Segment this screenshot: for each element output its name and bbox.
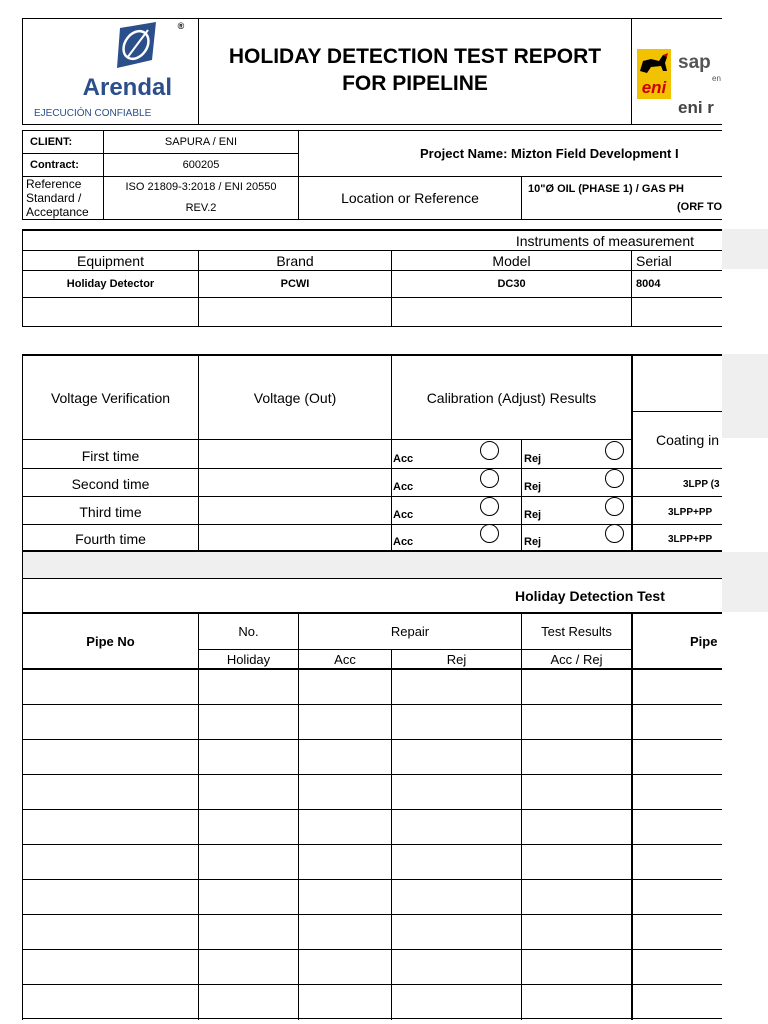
voltage-out-header: Voltage (Out) <box>253 389 337 406</box>
table-row <box>22 809 722 810</box>
repair-acc-header: Acc <box>334 651 356 667</box>
location-value-line1: 10"Ø OIL (PHASE 1) / GAS PH <box>528 183 684 195</box>
reference-label-line1: Reference <box>26 177 82 191</box>
table-row <box>22 949 722 950</box>
reference-label-line2: Standard / <box>26 191 82 205</box>
rej-radio-second[interactable] <box>605 469 624 488</box>
project-name: Project Name: Mizton Field Development I <box>420 146 679 161</box>
sapura-wordmark: sap <box>678 52 711 73</box>
coating-value-third: 3LPP+PP <box>668 506 713 518</box>
coating-value-fourth: 3LPP+PP <box>668 533 713 545</box>
table-row <box>22 879 722 880</box>
dog-icon <box>637 51 671 77</box>
equipment-value: Holiday Detector <box>66 278 155 290</box>
eni-r-wordmark: eni r <box>678 98 714 117</box>
brand-value: PCWI <box>280 278 310 290</box>
table-row <box>22 914 722 915</box>
third-time-label: Third time <box>79 504 142 520</box>
acc-label: Acc <box>393 452 414 465</box>
rej-label: Rej <box>524 480 542 493</box>
table-row <box>22 984 722 985</box>
serial-header: Serial <box>636 252 672 269</box>
reference-label <box>23 177 103 219</box>
contract-value: 600205 <box>182 159 220 171</box>
acc-radio-second[interactable] <box>480 469 499 488</box>
test-results-header: Test Results <box>541 624 612 639</box>
rej-radio-first[interactable] <box>605 441 624 460</box>
voltage-verification-header: Voltage Verification <box>50 389 171 406</box>
repair-header: Repair <box>390 624 430 639</box>
rej-label: Rej <box>524 508 542 521</box>
table-row <box>22 704 722 705</box>
partner-logos <box>632 19 722 123</box>
coating-value-second: 3LPP (3 <box>683 478 720 490</box>
registered-mark: ® <box>177 21 185 31</box>
no-header: No. <box>238 624 259 639</box>
pipe-header-right: Pipe <box>690 633 718 649</box>
acc-radio-third[interactable] <box>480 497 499 516</box>
table-row <box>22 774 722 775</box>
rej-radio-third[interactable] <box>605 497 624 516</box>
brand-header: Brand <box>276 252 314 269</box>
model-value: DC30 <box>497 278 526 290</box>
acc-radio-fourth[interactable] <box>480 524 499 543</box>
pipe-no-header: Pipe No <box>86 633 135 649</box>
eni-wordmark: eni <box>641 78 667 97</box>
table-row <box>22 739 722 740</box>
equipment-header: Equipment <box>77 252 144 269</box>
client-label: CLIENT: <box>30 136 73 148</box>
sapura-small-text: en <box>712 73 721 83</box>
client-value: SAPURA / ENI <box>164 136 238 148</box>
acc-rej-header: Acc / Rej <box>550 651 603 667</box>
logo-name: Arendal <box>82 74 172 101</box>
coating-header: Coating in <box>656 432 720 448</box>
logo-tagline: EJECUCIÓN CONFIABLE <box>34 107 152 119</box>
acc-label: Acc <box>393 508 414 521</box>
holiday-section-title: Holiday Detection Test <box>515 588 665 604</box>
acc-label: Acc <box>393 480 414 493</box>
location-label: Location or Reference <box>341 190 479 206</box>
location-value-line2: (ORF TO <box>676 201 722 213</box>
reference-value-line1: ISO 21809-3:2018 / ENI 20550 <box>125 181 277 193</box>
arendal-logo <box>24 20 196 122</box>
rej-label: Rej <box>524 535 542 548</box>
rej-label: Rej <box>524 452 542 465</box>
first-time-label: First time <box>81 448 140 464</box>
holiday-header: Holiday <box>226 651 271 667</box>
acc-label: Acc <box>393 535 414 548</box>
rej-radio-fourth[interactable] <box>605 524 624 543</box>
reference-value-line2: REV.2 <box>185 202 217 214</box>
serial-value: 8004 <box>636 278 661 290</box>
fourth-time-label: Fourth time <box>75 531 146 547</box>
table-row <box>22 1018 722 1019</box>
instruments-heading: Instruments of measurement <box>515 232 694 249</box>
acc-radio-first[interactable] <box>480 441 499 460</box>
reference-label-line3: Acceptance <box>26 205 89 219</box>
arendal-emblem-icon <box>24 20 196 80</box>
model-header: Model <box>492 252 531 269</box>
report-title-line1: HOLIDAY DETECTION TEST REPORT <box>228 45 602 68</box>
second-time-label: Second time <box>71 476 150 492</box>
repair-rej-header: Rej <box>446 651 467 667</box>
report-title-line2: FOR PIPELINE <box>342 72 488 95</box>
table-row <box>22 844 722 845</box>
calibration-header: Calibration (Adjust) Results <box>426 389 597 406</box>
contract-label: Contract: <box>30 159 79 171</box>
